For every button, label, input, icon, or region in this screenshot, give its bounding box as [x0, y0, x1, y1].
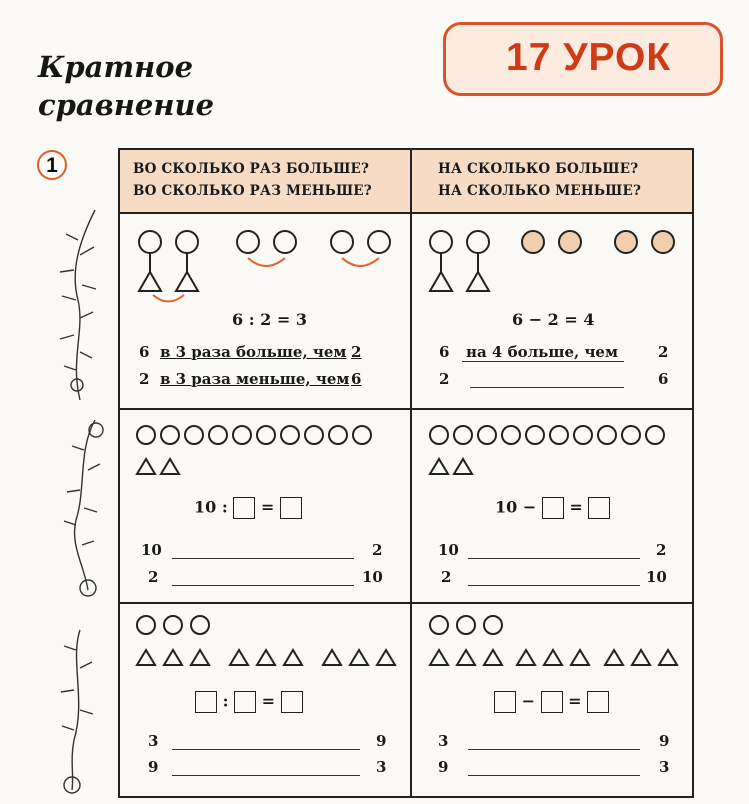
row3-right-equation [494, 691, 609, 713]
left-header-line-2: ВО СКОЛЬКО РАЗ МЕНЬШЕ? [133, 183, 372, 199]
triangle-shape [176, 272, 198, 291]
answer-line[interactable] [468, 749, 640, 750]
row3-right-eq-equals: = [568, 691, 582, 711]
answer-box[interactable] [542, 497, 564, 519]
row2-left-eq-equals: = [260, 497, 275, 517]
row2-left-eq-operator: : [221, 497, 228, 517]
pair-arc [342, 258, 379, 266]
answer-box[interactable] [195, 691, 217, 713]
left-header-line-1: ВО СКОЛЬКО РАЗ БОЛЬШЕ? [133, 161, 370, 177]
answer-line[interactable] [468, 558, 640, 559]
answer-line[interactable] [468, 775, 640, 776]
row1-right-s2-c: 6 [658, 370, 669, 388]
task-number: 1 [37, 150, 67, 180]
answer-box[interactable] [281, 691, 303, 713]
answer-box[interactable] [234, 691, 256, 713]
title-line-2: сравнение [38, 88, 215, 122]
decorative-branch-1 [60, 210, 96, 400]
row1-left-s2-c: 6 [351, 370, 362, 388]
circle-shape [176, 231, 198, 253]
answer-box[interactable] [541, 691, 563, 713]
row3-left-equation [195, 691, 303, 713]
row1-left-s2-a: 2 [139, 370, 150, 388]
row2-right-eq-number: 10 [495, 497, 518, 517]
row2-left-s2-c: 10 [362, 568, 383, 586]
answer-box[interactable] [233, 497, 255, 519]
row2-left-s1-a: 10 [141, 541, 162, 559]
row1-right-s1-a: 6 [439, 343, 450, 361]
triangle-shape [467, 272, 489, 291]
row3-left-s1-a: 3 [148, 732, 159, 750]
decorative-branch-3 [61, 630, 93, 793]
row3-left-eq-equals: = [261, 691, 276, 711]
row3-right-s1-a: 3 [438, 732, 449, 750]
row3-left-s2-c: 3 [376, 758, 387, 776]
row2-left-s2-a: 2 [148, 568, 159, 586]
row2-right-eq-equals: = [569, 497, 583, 517]
answer-line[interactable] [468, 585, 640, 586]
row2-right-s1-a: 10 [438, 541, 459, 559]
filled-circle-shape [522, 231, 544, 253]
row2-right-s2-c: 10 [646, 568, 667, 586]
row1-right-s1-b: на 4 больше, чем [466, 343, 619, 361]
pair-arc [153, 295, 184, 302]
triangle-shape [139, 272, 161, 291]
pair-arc [248, 258, 285, 266]
answer-box[interactable] [494, 691, 516, 713]
row1-left-s1-b: в 3 раза больше, чем [160, 343, 347, 361]
row1-left-s1-a: 6 [139, 343, 150, 361]
row2-right-equation [495, 497, 610, 519]
filled-circle-shape [615, 231, 637, 253]
answer-line[interactable] [172, 749, 360, 750]
answer-line[interactable] [470, 387, 624, 388]
triangle-shape [430, 272, 452, 291]
row3-right-s2-a: 9 [438, 758, 449, 776]
row1-right-s1-c: 2 [658, 343, 669, 361]
row2-right-eq-operator: − [522, 497, 537, 517]
answer-box[interactable] [587, 691, 609, 713]
row3-left-s1-c: 9 [376, 732, 387, 750]
lesson-number: 17 [506, 36, 552, 79]
circle-shape [368, 231, 390, 253]
row2-left-equation [194, 497, 302, 519]
row1-left-s1-c: 2 [351, 343, 362, 361]
filled-circle-shape [559, 231, 581, 253]
answer-box[interactable] [588, 497, 610, 519]
row1-left-s2-b: в 3 раза меньше, чем [160, 370, 350, 388]
circle-shape [430, 231, 452, 253]
row2-left-s1-c: 2 [372, 541, 383, 559]
right-header-line-2: НА СКОЛЬКО МЕНЬШЕ? [438, 183, 642, 199]
circle-shape [467, 231, 489, 253]
right-header-line-1: НА СКОЛЬКО БОЛЬШЕ? [438, 161, 639, 177]
answer-line [462, 361, 624, 362]
row1-left-equation: 6 : 2 = 3 [232, 310, 307, 329]
row1-right-s2-a: 2 [439, 370, 450, 388]
row1-right-equation: 6 − 2 = 4 [512, 310, 595, 329]
circle-shape [274, 231, 296, 253]
circle-shape [139, 231, 161, 253]
circle-shape [237, 231, 259, 253]
row2-right-s2-a: 2 [441, 568, 452, 586]
row3-right-eq-operator: − [521, 691, 535, 711]
row3-right-s1-c: 9 [659, 732, 670, 750]
answer-box[interactable] [280, 497, 302, 519]
answer-line[interactable] [172, 585, 354, 586]
answer-line[interactable] [172, 775, 360, 776]
title-line-1: Кратное [38, 50, 194, 84]
filled-circle-shape [652, 231, 674, 253]
decorative-branch-2 [64, 420, 103, 596]
row3-left-s2-a: 9 [148, 758, 159, 776]
row2-left-eq-number: 10 [194, 497, 217, 517]
circle-shape [331, 231, 353, 253]
answer-line[interactable] [172, 558, 354, 559]
row3-right-s2-c: 3 [659, 758, 670, 776]
lesson-word: УРОК [563, 36, 672, 79]
row2-right-s1-c: 2 [656, 541, 667, 559]
row3-left-eq-operator: : [222, 691, 229, 711]
